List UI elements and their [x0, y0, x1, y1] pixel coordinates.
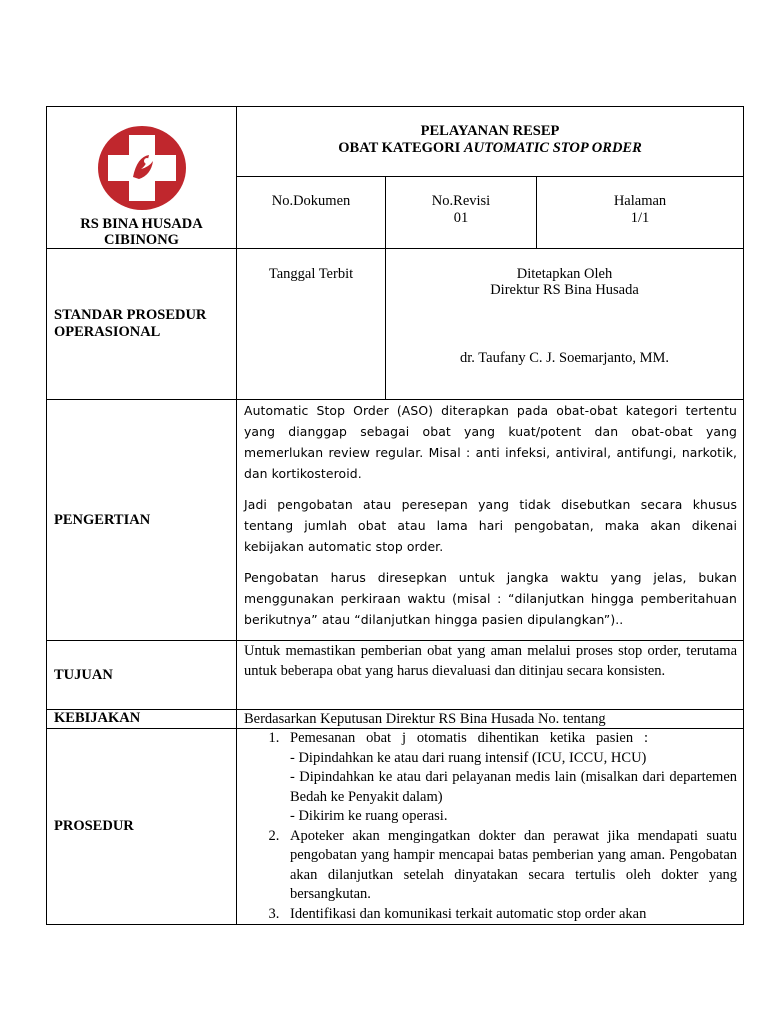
- prosedur-item-1-sub-2: - Dipindahkan ke atau dari pelayanan medis lain (misalkan dari departemen Bedah ke Penyakit dalam): [290, 769, 738, 805]
- pengertian-content: [237, 400, 744, 641]
- title-line2: [237, 140, 743, 157]
- prosedur-content: [237, 729, 744, 925]
- halaman-cell: [537, 177, 744, 249]
- signer-name: dr. Taufany C. J. Soemarjanto, MM.: [460, 350, 669, 366]
- hospital-cross-logo-icon: [97, 125, 187, 211]
- prosedur-item-3: 3. Identifikasi dan komunikasi terkait automatic stop order akan: [283, 905, 737, 925]
- tujuan-label: TUJUAN: [47, 641, 237, 710]
- title-line2-italic: AUTOMATIC STOP ORDER: [463, 140, 642, 156]
- prosedur-label: PROSEDUR: [47, 729, 237, 925]
- tanggal-terbit-cell: [237, 249, 386, 400]
- pengertian-paragraph-1: Automatic Stop Order (ASO) diterapkan pada obat-obat kategori tertentu yang dianggap sebagai obat yang kuat/potent dan obat-obat yang memerlukan review regular. Misal : anti infeksi, antiviral, antifungi, narkotik, dan kortikosteroid.: [244, 403, 738, 481]
- no-revisi-value: 01: [453, 210, 469, 227]
- ditetapkan-line1: Ditetapkan Oleh: [516, 266, 613, 282]
- prosedur-item-1: [283, 729, 737, 827]
- prosedur-item-2: 2. Apoteker akan mengingatkan dokter dan perawat jika mendapati suatu pengobatan yang hampir mencapai batas pemberian yang aman. Pengobatan akan dilanjutkan setelah dinyatakan secara tertulis oleh dokter yang bersangkutan.: [283, 827, 737, 905]
- halaman-label: Halaman: [613, 193, 667, 210]
- sop-table: [46, 106, 744, 925]
- hospital-name-line2: CIBINONG: [104, 232, 179, 248]
- prosedur-list: [237, 729, 737, 924]
- kebijakan-text: Berdasarkan Keputusan Direktur RS Bina Husada No. tentang: [237, 710, 744, 729]
- prosedur-item-1-line: 1. Pemesanan obat j otomatis dihentikan ketika pasien :: [290, 730, 648, 746]
- no-dokumen-cell: [237, 177, 386, 249]
- spo-label: [47, 249, 237, 400]
- prosedur-item-1-sub-1: - Dipindahkan ke atau dari ruang intensif (ICU, ICCU, HCU): [290, 749, 647, 766]
- logo-cell: [47, 107, 237, 249]
- spo-label-line2: OPERASIONAL: [54, 324, 161, 340]
- kebijakan-label: KEBIJAKAN: [47, 710, 237, 729]
- pengertian-label: PENGERTIAN: [47, 400, 237, 641]
- pengertian-paragraph-2: Jadi pengobatan atau peresepan yang tidak disebutkan secara khusus tentang jumlah obat atau lama hari pengobatan, maka akan dikenai kebijakan automatic stop order.: [244, 497, 738, 554]
- pengertian-paragraph-3: Pengobatan harus diresepkan untuk jangka waktu yang jelas, bukan menggunakan perkiraan waktu (misal : “dilanjutkan hingga pemberitahuan berikutnya” atau “dilanjutkan hingga pasien dipulangkan”)..: [244, 570, 738, 627]
- title-line1: PELAYANAN RESEP: [420, 123, 560, 139]
- no-revisi-cell: [386, 177, 537, 249]
- no-revisi-label: No.Revisi: [431, 193, 491, 210]
- document-title: [237, 107, 744, 177]
- tanggal-terbit-label: Tanggal Terbit: [268, 266, 354, 282]
- prosedur-item-1-sub-3: - Dikirim ke ruang operasi.: [290, 808, 448, 824]
- ditetapkan-line2: Direktur RS Bina Husada: [490, 282, 639, 298]
- hospital-name: [47, 216, 236, 248]
- spo-label-line1: STANDAR PROSEDUR: [54, 307, 207, 323]
- tujuan-text: Untuk memastikan pemberian obat yang aman melalui proses stop order, terutama untuk beberapa obat yang harus dievaluasi dan ditinjau secara konsisten.: [237, 641, 744, 710]
- no-dokumen-label: No.Dokumen: [271, 193, 351, 210]
- hospital-name-line1: RS BINA HUSADA: [80, 216, 203, 232]
- ditetapkan-cell: [386, 249, 744, 400]
- halaman-value: 1/1: [630, 210, 650, 227]
- title-line2-prefix: OBAT KATEGORI: [338, 140, 464, 156]
